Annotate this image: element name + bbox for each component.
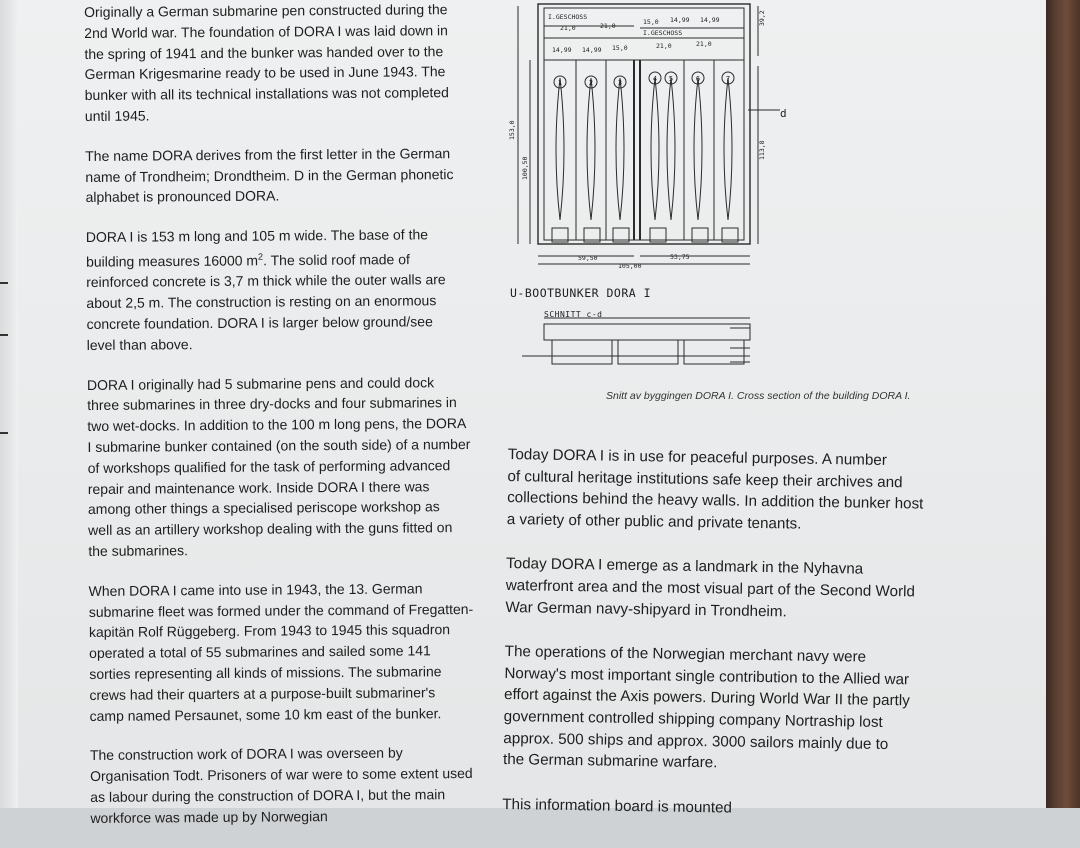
length-right-dimension: 113,8 (758, 140, 766, 160)
top-dimension: 14,99 (670, 16, 690, 24)
paragraph-landmark: Today DORA I emerge as a landmark in the Nyhavna waterfront area and the most visual part of the Second World War German navy-shipyard in Trondheim. (505, 555, 916, 620)
floor-label: I.GESCHOSS (548, 13, 588, 21)
paragraph-board-note: This information board is mounted (502, 795, 733, 817)
section-label: SCHNITT c-d (544, 310, 603, 319)
length-inner-dimension: 100,50 (521, 156, 529, 180)
pen-number: 3 (617, 79, 623, 87)
top-dimension: 15,0 (643, 18, 659, 26)
left-text-column (84, 0, 491, 848)
length-total-dimension: 153,0 (508, 120, 516, 140)
width-right-dimension: 53,75 (670, 253, 690, 261)
top-dimension: 21,0 (560, 24, 576, 32)
pen-number: 5 (668, 75, 674, 83)
width-total-dimension: 105,00 (618, 262, 642, 270)
left-edge-strip (0, 0, 18, 808)
paragraph-construction: The construction work of DORA I was overseen by Organisation Todt. Prisoners of war were to some extent used as labour during the construction of DORA I, but the main workforce was made up by Norwegian (89, 744, 473, 826)
diagram-title: U-BOOTBUNKER DORA I (510, 286, 652, 300)
paragraph-name: The name DORA derives from the first letter in the German name of Trondheim; Drondtheim. D in the German phonetic alphabet is pronounced DORA. (85, 144, 454, 206)
paragraph-pens: DORA I originally had 5 submarine pens and could dock three submarines in three dry-docks and four submarines in two wet-docks. In addition to the 100 m long pens, the DORA I submarine bunker contained (on the south side) of a number of workshops qualified for the task of performing advanced repair and maintenance work. Inside DORA I there was among other things a specialised periscope workshop as well as an artillery workshop dealing with the guns fitted on the submarines. (86, 373, 471, 559)
paragraph-fleet: When DORA I came into use in 1943, the 13. German submarine fleet was formed under the command of Fregatten- kapitän Rolf Rüggeberg. From 1943 to 1945 this squadron operated a total of 55 submarines and sailed some 141 sorties representing all kinds of missions. The submarine crews had their quarters at a purpose-built submariner's camp named Persaunet, some 10 km east of the bunker. (88, 580, 474, 724)
rusty-frame (1046, 0, 1080, 808)
edge-mark (0, 282, 8, 284)
top-right-dimension: 39,2 (758, 10, 766, 26)
pen-number: 7 (725, 75, 731, 83)
bunker-plan-drawing (500, 0, 780, 385)
paragraph-merchant-navy: The operations of the Norwegian merchant navy were Norway's most important single contribution to the Allied war effort against the Axis powers. During World War II the partly government controlled shipping company Nortraship lost approx. 500 ships and approx. 3000 sailors mainly due to the German submarine warfare. (502, 643, 910, 772)
row-dimension: 14,99 (552, 46, 572, 54)
pen-number: 6 (695, 75, 701, 83)
row-dimension: 14,99 (582, 46, 602, 54)
section-marker: d (780, 107, 788, 120)
pen-number: 1 (557, 79, 563, 87)
row-dimension: 21,0 (696, 40, 712, 48)
right-text-column (502, 444, 958, 845)
paragraph-dimensions: DORA I is 153 m long and 105 m wide. The base of the building measures 16000 $m^2$. The solid roof made of reinforced concrete is 3,7 m thick while the outer walls are about 2,5 m. The construction is resting on an enormous concrete foundation. DORA I is larger below ground/see level than above. (85, 226, 446, 353)
paragraph-today-use: Today DORA I is in use for peaceful purposes. A number of cultural heritage institutions safe keep their archives and collections behind the heavy walls. In addition the bunker host a variety of other public and private tenants. (506, 445, 924, 533)
top-dimension: 21,0 (600, 22, 616, 30)
bunker-plan-diagram (500, 0, 788, 385)
diagram-caption: Snitt av byggingen DORA I. Cross section of the building DORA I. (606, 390, 911, 402)
edge-mark (0, 334, 8, 336)
row-dimension: 15,0 (612, 44, 628, 52)
pen-number: 4 (652, 75, 658, 83)
row-dimension: 21,0 (656, 42, 672, 50)
pen-number: 2 (588, 79, 594, 87)
paragraph-origin: Originally a German submarine pen constructed during the 2nd World war. The foundation of DORA I was laid down in the spring of 1941 and the bunker was handed over to the German Krigesmarine ready to be used in June 1943. The bunker with all its technical installations was not completed until 1945. (84, 1, 449, 124)
top-dimension: 14,99 (700, 16, 720, 24)
width-left-dimension: 59,50 (578, 254, 598, 262)
floor-label: I.GESCHOSS (643, 29, 683, 37)
edge-mark (0, 432, 8, 434)
